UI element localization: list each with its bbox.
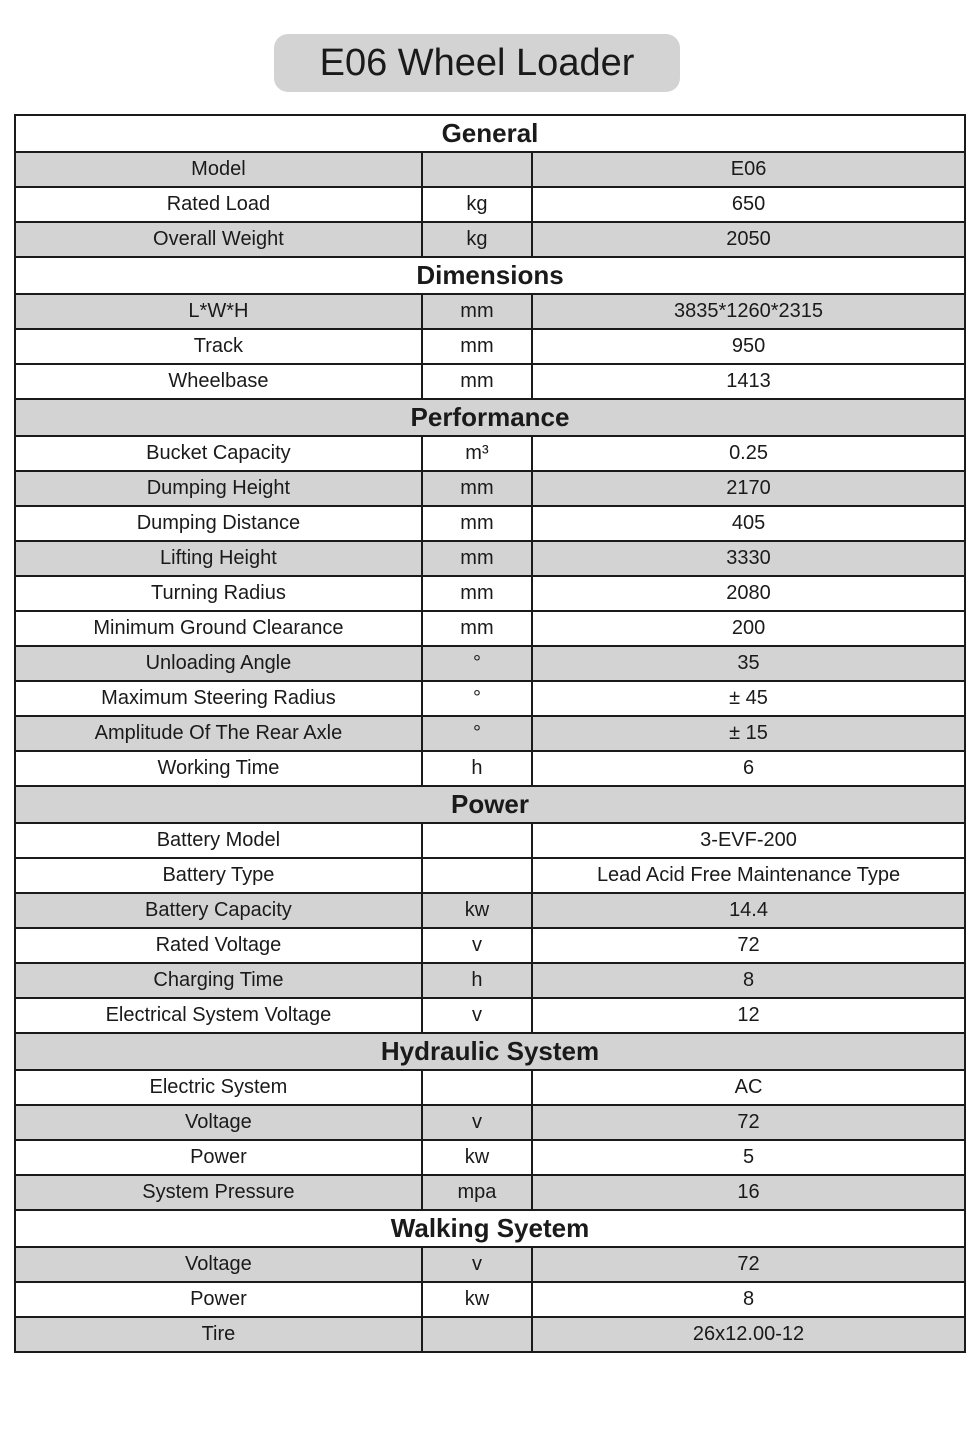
unit-cell: kg [422, 222, 532, 257]
value-cell: 3330 [532, 541, 965, 576]
value-cell: Lead Acid Free Maintenance Type [532, 858, 965, 893]
unit-cell: v [422, 1247, 532, 1282]
unit-cell: kg [422, 187, 532, 222]
unit-cell: ° [422, 716, 532, 751]
table-row [15, 893, 965, 928]
table-row [15, 1247, 965, 1282]
value-cell: 2170 [532, 471, 965, 506]
value-cell: E06 [532, 152, 965, 187]
unit-cell [422, 152, 532, 187]
section-heading: Hydraulic System [15, 1033, 965, 1070]
section-header-row [15, 1210, 965, 1247]
param-cell: Wheelbase [15, 364, 422, 399]
value-cell: 35 [532, 646, 965, 681]
unit-cell [422, 1070, 532, 1105]
page-title: E06 Wheel Loader [274, 34, 680, 92]
section-header-row [15, 115, 965, 152]
value-cell: 0.25 [532, 436, 965, 471]
unit-cell: mm [422, 329, 532, 364]
value-cell: 405 [532, 506, 965, 541]
unit-cell: h [422, 751, 532, 786]
param-cell: Unloading Angle [15, 646, 422, 681]
table-row [15, 823, 965, 858]
value-cell: 5 [532, 1140, 965, 1175]
value-cell: 2050 [532, 222, 965, 257]
param-cell: Power [15, 1140, 422, 1175]
unit-cell: mpa [422, 1175, 532, 1210]
param-cell: Charging Time [15, 963, 422, 998]
table-row [15, 646, 965, 681]
param-cell: Rated Load [15, 187, 422, 222]
table-row [15, 751, 965, 786]
unit-cell: kw [422, 1140, 532, 1175]
unit-cell: ° [422, 681, 532, 716]
value-cell: 950 [532, 329, 965, 364]
section-heading: Dimensions [15, 257, 965, 294]
param-cell: Overall Weight [15, 222, 422, 257]
unit-cell: mm [422, 611, 532, 646]
table-row [15, 1317, 965, 1352]
table-row [15, 506, 965, 541]
param-cell: Electric System [15, 1070, 422, 1105]
section-header-row [15, 399, 965, 436]
unit-cell: kw [422, 1282, 532, 1317]
value-cell: 8 [532, 1282, 965, 1317]
param-cell: Model [15, 152, 422, 187]
unit-cell: mm [422, 471, 532, 506]
value-cell: 26x12.00-12 [532, 1317, 965, 1352]
value-cell: 3-EVF-200 [532, 823, 965, 858]
unit-cell: m³ [422, 436, 532, 471]
unit-cell: mm [422, 576, 532, 611]
param-cell: Battery Capacity [15, 893, 422, 928]
section-header-row [15, 786, 965, 823]
param-cell: Maximum Steering Radius [15, 681, 422, 716]
table-row [15, 222, 965, 257]
value-cell: 3835*1260*2315 [532, 294, 965, 329]
param-cell: Track [15, 329, 422, 364]
param-cell: System Pressure [15, 1175, 422, 1210]
unit-cell: v [422, 928, 532, 963]
section-heading: Power [15, 786, 965, 823]
value-cell: 12 [532, 998, 965, 1033]
unit-cell: v [422, 998, 532, 1033]
param-cell: Battery Model [15, 823, 422, 858]
table-row [15, 576, 965, 611]
value-cell: 72 [532, 1105, 965, 1140]
param-cell: Electrical System Voltage [15, 998, 422, 1033]
unit-cell [422, 1317, 532, 1352]
param-cell: L*W*H [15, 294, 422, 329]
value-cell: 200 [532, 611, 965, 646]
param-cell: Tire [15, 1317, 422, 1352]
value-cell: AC [532, 1070, 965, 1105]
param-cell: Minimum Ground Clearance [15, 611, 422, 646]
unit-cell: h [422, 963, 532, 998]
param-cell: Battery Type [15, 858, 422, 893]
unit-cell: mm [422, 541, 532, 576]
param-cell: Power [15, 1282, 422, 1317]
table-row [15, 541, 965, 576]
table-row [15, 963, 965, 998]
param-cell: Lifting Height [15, 541, 422, 576]
value-cell: 72 [532, 1247, 965, 1282]
value-cell: 16 [532, 1175, 965, 1210]
param-cell: Voltage [15, 1247, 422, 1282]
unit-cell: mm [422, 364, 532, 399]
param-cell: Turning Radius [15, 576, 422, 611]
param-cell: Rated Voltage [15, 928, 422, 963]
spec-table [14, 114, 966, 1353]
param-cell: Amplitude Of The Rear Axle [15, 716, 422, 751]
unit-cell: v [422, 1105, 532, 1140]
value-cell: 8 [532, 963, 965, 998]
table-row [15, 1105, 965, 1140]
value-cell: 650 [532, 187, 965, 222]
table-row [15, 152, 965, 187]
value-cell: 6 [532, 751, 965, 786]
table-row [15, 1282, 965, 1317]
param-cell: Dumping Height [15, 471, 422, 506]
param-cell: Bucket Capacity [15, 436, 422, 471]
table-row [15, 858, 965, 893]
value-cell: 72 [532, 928, 965, 963]
unit-cell: mm [422, 294, 532, 329]
spec-table-body [15, 115, 965, 1352]
param-cell: Voltage [15, 1105, 422, 1140]
param-cell: Working Time [15, 751, 422, 786]
section-heading: Performance [15, 399, 965, 436]
unit-cell [422, 858, 532, 893]
param-cell: Dumping Distance [15, 506, 422, 541]
table-row [15, 329, 965, 364]
table-row [15, 681, 965, 716]
section-header-row [15, 257, 965, 294]
value-cell: 1413 [532, 364, 965, 399]
value-cell: 2080 [532, 576, 965, 611]
table-row [15, 998, 965, 1033]
section-heading: General [15, 115, 965, 152]
unit-cell: kw [422, 893, 532, 928]
value-cell: 14.4 [532, 893, 965, 928]
table-row [15, 716, 965, 751]
table-row [15, 1175, 965, 1210]
table-row [15, 471, 965, 506]
table-row [15, 294, 965, 329]
table-row [15, 1070, 965, 1105]
section-header-row [15, 1033, 965, 1070]
unit-cell: mm [422, 506, 532, 541]
table-row [15, 1140, 965, 1175]
table-row [15, 364, 965, 399]
value-cell: ± 15 [532, 716, 965, 751]
unit-cell: ° [422, 646, 532, 681]
table-row [15, 928, 965, 963]
value-cell: ± 45 [532, 681, 965, 716]
table-row [15, 187, 965, 222]
section-heading: Walking Syetem [15, 1210, 965, 1247]
table-row [15, 436, 965, 471]
unit-cell [422, 823, 532, 858]
table-row [15, 611, 965, 646]
